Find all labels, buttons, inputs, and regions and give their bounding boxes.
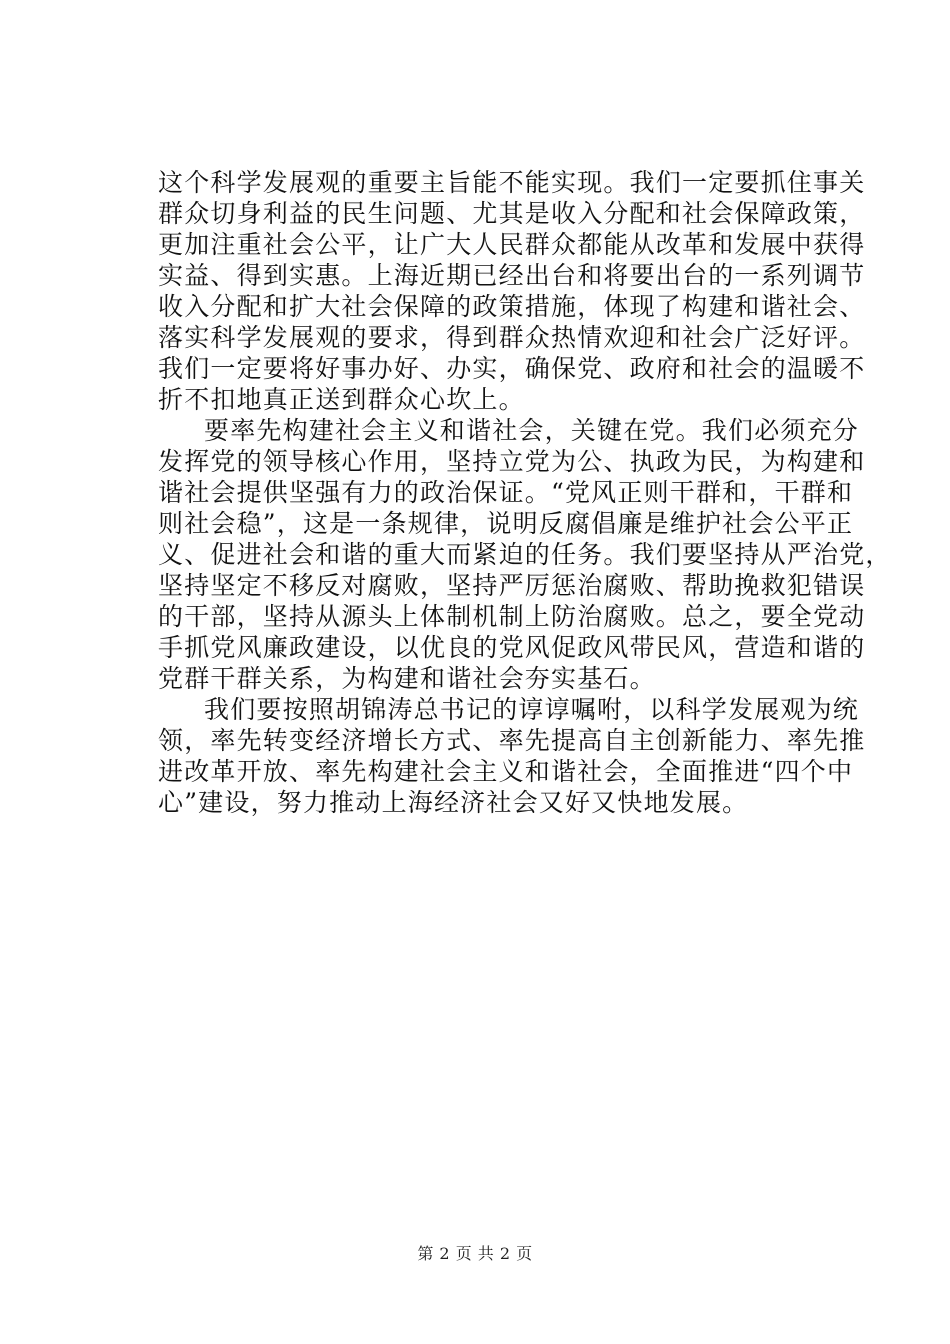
text-line: 群众切身利益的民生问题、尤其是收入分配和社会保障政策， (158, 199, 866, 228)
text-line: 落实科学发展观的要求，得到群众热情欢迎和社会广泛好评。 (158, 323, 866, 352)
text-line: 发挥党的领导核心作用，坚持立党为公、执政为民，为构建和 (158, 447, 866, 476)
text-line: 更加注重社会公平，让广大人民群众都能从改革和发展中获得 (158, 230, 866, 259)
page-number-footer: 第 2 页 共 2 页 (417, 1244, 533, 1263)
text-line: 党群干群关系，为构建和谐社会夯实基石。 (158, 664, 656, 693)
paragraph-start-line: 我们要按照胡锦涛总书记的谆谆嘱咐，以科学发展观为统 (204, 695, 860, 724)
text-line: 收入分配和扩大社会保障的政策措施，体现了构建和谐社会、 (158, 292, 866, 321)
body-text (158, 167, 892, 818)
text-line: 则社会稳”，这是一条规律，说明反腐倡廉是维护社会公平正 (158, 509, 854, 538)
text-line: 义、促进社会和谐的重大而紧迫的任务。我们要坚持从严治党， (158, 540, 892, 569)
text-line: 进改革开放、率先构建社会主义和谐社会，全面推进“四个中 (158, 757, 854, 786)
text-line: 谐社会提供坚强有力的政治保证。“党风正则干群和，干群和 (158, 478, 854, 507)
text-line: 我们一定要将好事办好、办实，确保党、政府和社会的温暖不 (158, 354, 866, 383)
text-line: 坚持坚定不移反对腐败，坚持严厉惩治腐败、帮助挽救犯错误 (158, 571, 866, 600)
text-line: 的干部，坚持从源头上体制机制上防治腐败。总之，要全党动 (158, 602, 866, 631)
text-line: 这个科学发展观的重要主旨能不能实现。我们一定要抓住事关 (158, 168, 866, 197)
text-line: 心”建设，努力推动上海经济社会又好又快地发展。 (158, 788, 749, 817)
paragraph-start-line: 要率先构建社会主义和谐社会，关键在党。我们必须充分 (204, 416, 860, 445)
text-line: 手抓党风廉政建设，以优良的党风促政风带民风，营造和谐的 (158, 633, 866, 662)
text-line: 实益、得到实惠。上海近期已经出台和将要出台的一系列调节 (158, 261, 866, 290)
text-line: 折不扣地真正送到群众心坎上。 (158, 385, 525, 414)
text-line: 领，率先转变经济增长方式、率先提高自主创新能力、率先推 (158, 726, 866, 755)
